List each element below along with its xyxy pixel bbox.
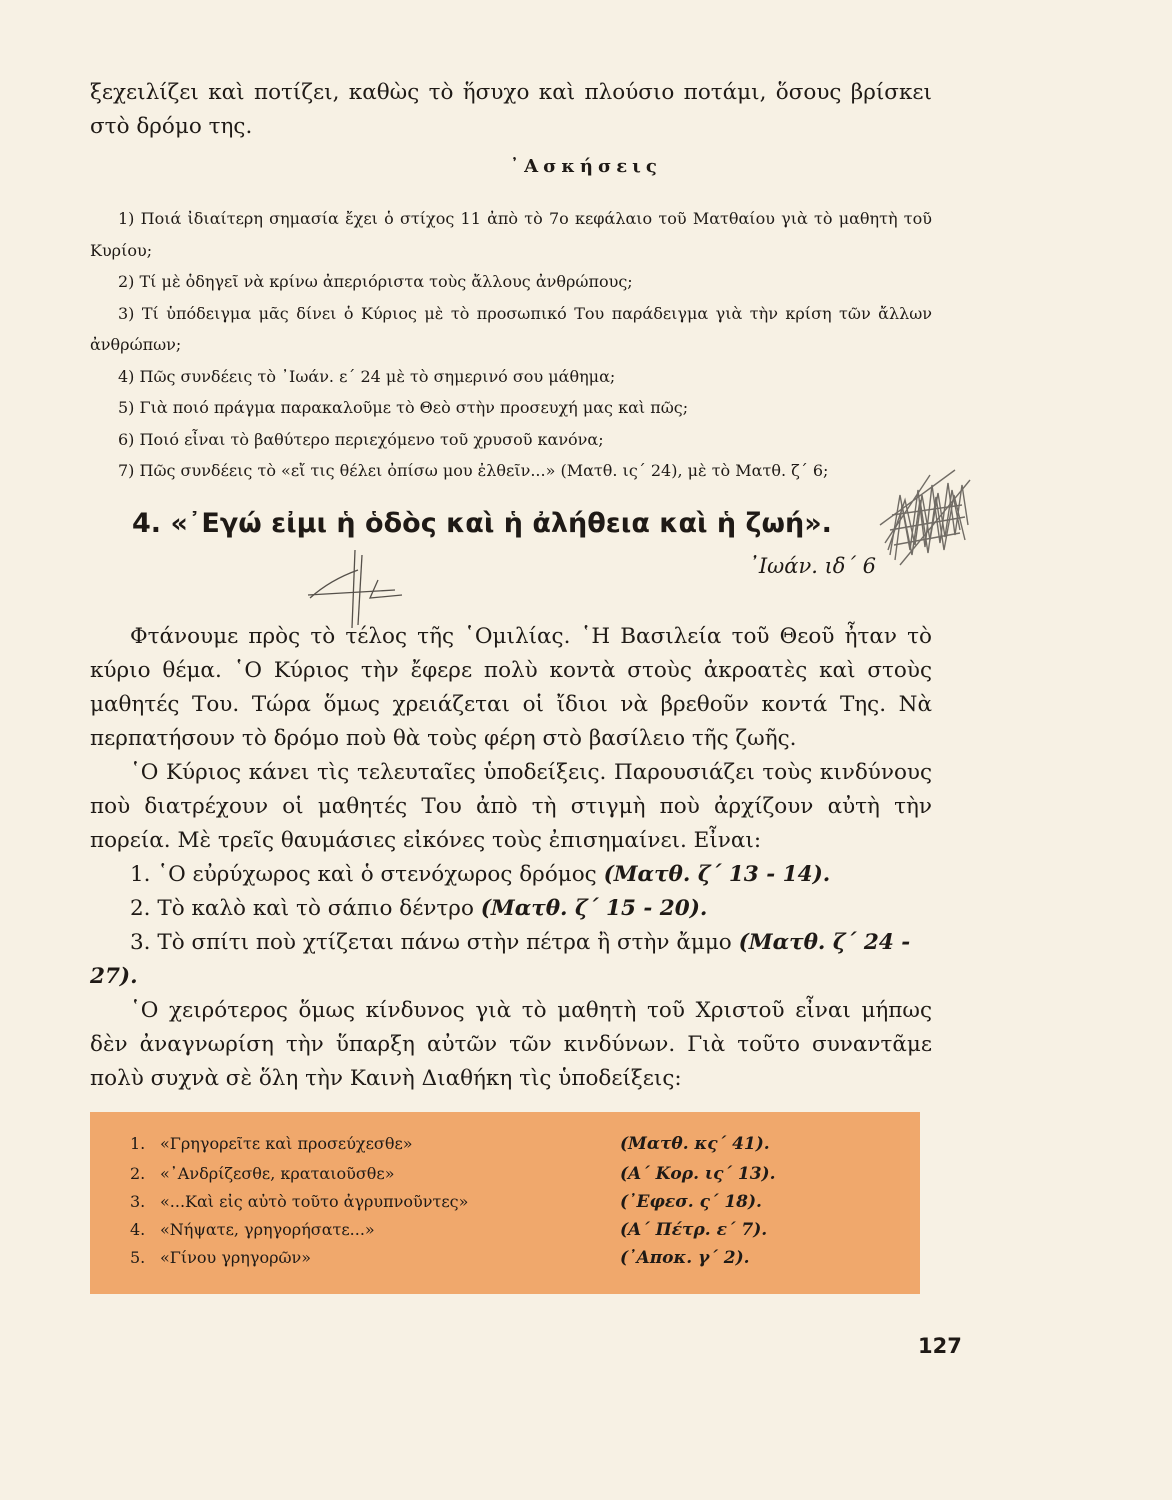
box-row-number: 1. xyxy=(130,1134,146,1153)
exercises-heading: ᾿Ασκήσεις xyxy=(510,156,662,177)
exercise-item: 2) Τί μὲ ὁδηγεῖ νὰ κρίνω ἀπεριόριστα τοὺς ἄλλους ἀνθρώπους; xyxy=(118,272,633,291)
list-item xyxy=(90,926,932,994)
list-item-ref: (Ματθ. ζ΄ 24 - 27). xyxy=(90,930,911,989)
box-row-ref: (᾿Αποκ. γ΄ 2). xyxy=(620,1248,750,1268)
body-paragraph-1: Φτάνουμε πρὸς τὸ τέλος τῆς ῾Ομιλίας. ῾Η Βασιλεία τοῦ Θεοῦ ἦταν τὸ κύριο θέμα. ῾Ο Κύριος τὴν ἔφερε πολὺ κοντὰ στοὺς ἀκροατὲς καὶ στοὺς μαθητές Του. Τώρα ὅμως χρειάζεται οἱ ἴδιοι νὰ βρεθοῦν κοντά Της. Νὰ περπατήσουν τὸ δρόμο ποὺ θὰ τοὺς φέρη στὸ βασίλειο τῆς ζωῆς. xyxy=(90,624,932,751)
section-source: ᾿Ιωάν. ιδ΄ 6 xyxy=(748,554,876,578)
exercise-item: 7) Πῶς συνδέεις τὸ «εἴ τις θέλει ὀπίσω μου ἐλθεῖν...» (Ματθ. ις΄ 24), μὲ τὸ Ματθ. ζ΄ 6; xyxy=(118,461,829,480)
highlight-box xyxy=(90,1112,920,1294)
box-row-ref: (Α΄ Κορ. ις΄ 13). xyxy=(620,1164,776,1184)
list-item xyxy=(90,892,932,926)
box-row-number: 4. xyxy=(130,1220,146,1239)
section-title: 4. «᾿Εγώ εἰμι ἡ ὁδὸς καὶ ἡ ἀλήθεια καὶ ἡ ζωή». xyxy=(132,508,832,539)
box-row-number: 2. xyxy=(130,1164,146,1183)
exercises-list xyxy=(90,203,932,487)
box-row-quote: «Γρηγορεῖτε καὶ προσεύχεσθε» xyxy=(160,1134,413,1153)
exercise-item: 3) Τί ὑπόδειγμα μᾶς δίνει ὁ Κύριος μὲ τὸ προσωπικό Του παράδειγμα γιὰ τὴν κρίση τῶν ἄλλων ἀνθρώπων; xyxy=(90,303,932,354)
box-row xyxy=(130,1162,776,1186)
body-paragraph-3: ῾Ο χειρότερος ὅμως κίνδυνος γιὰ τὸ μαθητὴ τοῦ Χριστοῦ εἶναι μήπως δὲν ἀναγνωρίση τὴν ὕπαρξη αὐτῶν τῶν κινδύνων. Γιὰ τοῦτο συναντᾶμε πολὺ συχνὰ σὲ ὅλη τὴν Καινὴ Διαθήκη τὶς ὑποδείξεις: xyxy=(90,998,932,1091)
exercise-item: 4) Πῶς συνδέεις τὸ ᾿Ιωάν. ε΄ 24 μὲ τὸ σημερινό σου μάθημα; xyxy=(118,366,616,386)
list-item xyxy=(90,858,932,892)
list-item-ref: (Ματθ. ζ΄ 15 - 20). xyxy=(480,896,708,921)
pencil-mark xyxy=(300,540,410,630)
body-paragraph-2: ῾Ο Κύριος κάνει τὶς τελευταῖες ὑποδείξεις. Παρουσιάζει τοὺς κινδύνους ποὺ διατρέχουν οἱ μαθητές Του ἀπὸ τὴ στιγμὴ ποὺ ἀρχίζουν αὐτὴ τὴν πορεία. Μὲ τρεῖς θαυμάσιες εἰκόνες τοὺς ἐπισημαίνει. Εἶναι: xyxy=(90,760,932,853)
exercise-item: 1) Ποιά ἰδιαίτερη σημασία ἔχει ὁ στίχος 11 ἀπὸ τὸ 7ο κεφάλαιο τοῦ Ματθαίου γιὰ τὸ μαθητὴ τοῦ Κυρίου; xyxy=(90,209,932,260)
list-item-text: 2. Τὸ καλὸ καὶ τὸ σάπιο δέντρο xyxy=(130,896,474,921)
box-row-number: 5. xyxy=(130,1248,146,1267)
list-item-text: 1. ῾Ο εὐρύχωρος καὶ ὁ στενόχωρος δρόμος xyxy=(130,862,597,887)
box-row-quote: «᾿Ανδρίζεσθε, κραταιοῦσθε» xyxy=(160,1164,395,1183)
box-row-ref: (Ματθ. κς΄ 41). xyxy=(620,1134,770,1154)
intro-fragment: ξεχειλίζει καὶ ποτίζει, καθὼς τὸ ἥσυχο καὶ πλούσιο ποτάμι, ὅσους βρίσκει στὸ δρόμο της. xyxy=(90,80,932,139)
exercise-item: 5) Γιὰ ποιό πράγμα παρακαλοῦμε τὸ Θεὸ στὴν προσευχή μας καὶ πῶς; xyxy=(118,398,689,417)
box-row xyxy=(130,1190,762,1214)
box-row-quote: «Νήψατε, γρηγορήσατε...» xyxy=(160,1220,375,1239)
list-item-ref: (Ματθ. ζ΄ 13 - 14). xyxy=(603,862,831,887)
box-row-ref: (Α΄ Πέτρ. ε΄ 7). xyxy=(620,1220,768,1240)
pencil-scribble xyxy=(870,455,975,575)
box-row xyxy=(130,1218,768,1242)
box-row-ref: (᾿Εφεσ. ς΄ 18). xyxy=(620,1192,762,1212)
list-item-text: 3. Τὸ σπίτι ποὺ χτίζεται πάνω στὴν πέτρα ἢ στὴν ἄμμο xyxy=(130,930,732,955)
box-row xyxy=(130,1246,750,1270)
page-number: 127 xyxy=(918,1334,962,1358)
exercise-item: 6) Ποιό εἶναι τὸ βαθύτερο περιεχόμενο τοῦ χρυσοῦ κανόνα; xyxy=(118,429,604,449)
box-row-quote: «...Καὶ εἰς αὐτὸ τοῦτο ἀγρυπνοῦντες» xyxy=(160,1192,469,1211)
box-row-number: 3. xyxy=(130,1192,146,1211)
box-row xyxy=(130,1132,770,1156)
box-row-quote: «Γίνου γρηγορῶν» xyxy=(160,1248,312,1267)
